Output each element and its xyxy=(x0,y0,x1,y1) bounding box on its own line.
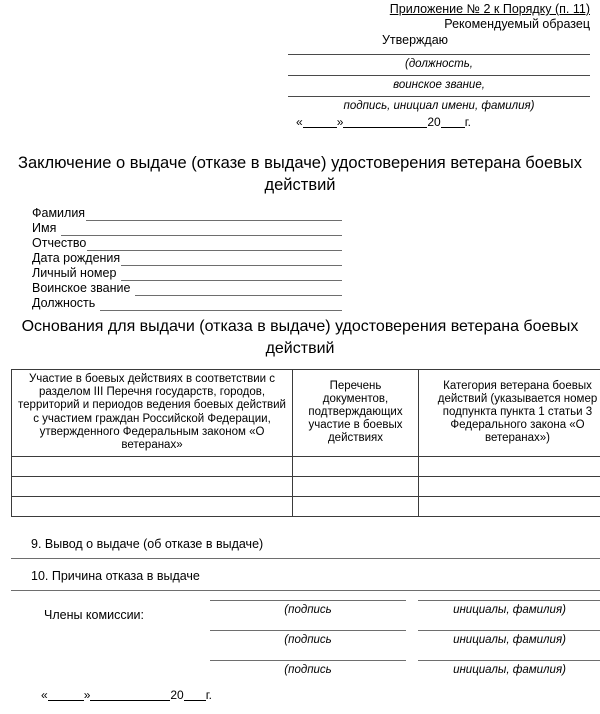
field-input-surname[interactable] xyxy=(86,209,342,221)
bottom-date-year-blank[interactable] xyxy=(184,700,206,701)
table-row xyxy=(12,477,600,497)
field-label-birthdate: Дата рождения xyxy=(32,251,121,265)
field-input-firstname[interactable] xyxy=(61,224,342,236)
field-row-military-rank xyxy=(32,281,342,296)
table-header-category: Категория ветерана боевых действий (указывается номер подпункта пункта 1 статьи 3 Федерального закона «О ветеранах») xyxy=(419,370,600,457)
initials-caption: инициалы, фамилия) xyxy=(453,664,566,676)
field-label-firstname: Имя xyxy=(32,221,57,235)
header-date-quote-open: « xyxy=(296,115,303,129)
header-date-year-prefix: 20 xyxy=(427,115,441,129)
table-header-row xyxy=(12,370,600,457)
approve-label: Утверждаю xyxy=(381,33,449,47)
bottom-date-month-blank[interactable] xyxy=(90,700,170,701)
table-cell-category[interactable] xyxy=(419,477,600,497)
field-input-military-rank[interactable] xyxy=(135,284,342,296)
recommended-sample-label: Рекомендуемый образец xyxy=(444,17,590,31)
approver-position-caption: (должность, xyxy=(404,58,474,70)
signature-caption: (подпись xyxy=(284,664,332,676)
initials-caption: инициалы, фамилия) xyxy=(453,634,566,646)
conclusion-decision-row[interactable]: 9. Вывод о выдаче (об отказе в выдаче) xyxy=(11,531,600,559)
table-cell-participation[interactable] xyxy=(12,477,293,497)
section-title-grounds: Основания для выдачи (отказа в выдаче) удостоверения ветерана боевых действий xyxy=(21,318,579,357)
approver-fill-group xyxy=(288,54,590,115)
field-row-personal-number xyxy=(32,266,342,281)
bottom-date-quote-close: » xyxy=(83,688,91,702)
header-date-day-blank[interactable] xyxy=(303,127,337,128)
field-row-firstname xyxy=(32,221,342,236)
initials-field-3[interactable] xyxy=(418,660,600,678)
commission-members-label: Члены комиссии: xyxy=(44,608,145,622)
table-cell-category[interactable] xyxy=(419,497,600,517)
header-date-month-blank[interactable] xyxy=(343,127,427,128)
signature-caption: (подпись xyxy=(284,634,332,646)
field-label-patronymic: Отчество xyxy=(32,236,87,250)
field-input-patronymic[interactable] xyxy=(87,239,342,251)
field-input-birthdate[interactable] xyxy=(121,254,342,266)
field-row-surname xyxy=(32,206,342,221)
personal-fields-list xyxy=(32,206,342,311)
signature-field-2[interactable] xyxy=(210,630,406,648)
grounds-table xyxy=(11,369,600,517)
table-row xyxy=(12,497,600,517)
signature-row xyxy=(11,600,589,630)
table-header-documents: Перечень документов, подтверждающих участие в боевых действиях xyxy=(293,370,419,457)
bottom-date-year-suffix: г. xyxy=(205,688,212,702)
approver-rank-caption: воинское звание, xyxy=(393,79,485,91)
field-input-personal-number[interactable] xyxy=(121,269,342,281)
field-input-position[interactable] xyxy=(100,299,342,311)
table-cell-documents[interactable] xyxy=(293,477,419,497)
field-label-surname: Фамилия xyxy=(32,206,86,220)
field-label-military-rank: Воинское звание xyxy=(32,281,131,295)
bottom-date-quote-open: « xyxy=(41,688,48,702)
header-date-year-suffix: г. xyxy=(464,115,471,129)
field-label-personal-number: Личный номер xyxy=(32,266,117,280)
appendix-reference: Приложение № 2 к Порядку (п. 11) xyxy=(389,2,590,16)
field-row-patronymic xyxy=(32,236,342,251)
bottom-date-day-blank[interactable] xyxy=(48,700,84,701)
field-row-position xyxy=(32,296,342,311)
table-cell-category[interactable] xyxy=(419,457,600,477)
initials-field-1[interactable] xyxy=(418,600,600,618)
signature-field-1[interactable] xyxy=(210,600,406,618)
conclusion-refusal-reason-row[interactable]: 10. Причина отказа в выдаче xyxy=(11,563,600,591)
header-date-year-blank[interactable] xyxy=(441,127,465,128)
bottom-date-line xyxy=(41,688,212,703)
table-cell-participation[interactable] xyxy=(12,497,293,517)
signature-row xyxy=(11,660,589,690)
initials-caption: инициалы, фамилия) xyxy=(453,604,566,616)
signature-row xyxy=(11,630,589,660)
signatures-block xyxy=(11,600,589,690)
header-block xyxy=(288,2,590,130)
table-cell-documents[interactable] xyxy=(293,497,419,517)
header-date-quote-close: » xyxy=(336,115,344,129)
table-cell-participation[interactable] xyxy=(12,457,293,477)
initials-field-2[interactable] xyxy=(418,630,600,648)
table-row xyxy=(12,457,600,477)
signature-field-3[interactable] xyxy=(210,660,406,678)
table-cell-documents[interactable] xyxy=(293,457,419,477)
approver-signature-caption: подпись, инициал имени, фамилия) xyxy=(343,100,535,112)
document-title: Заключение о выдаче (отказе в выдаче) удостоверения ветерана боевых действий xyxy=(17,154,582,194)
table-header-participation: Участие в боевых действиях в соответствии с разделом III Перечня государств, городов, территорий и периодов ведения боевых действий с участием граждан Российской Федерации, утвержденного Федеральным законом «О ветеранах» xyxy=(12,370,293,457)
signature-caption: (подпись xyxy=(284,604,332,616)
bottom-date-year-prefix: 20 xyxy=(170,688,184,702)
field-row-birthdate xyxy=(32,251,342,266)
header-date-line xyxy=(288,115,590,130)
field-label-position: Должность xyxy=(32,296,96,310)
